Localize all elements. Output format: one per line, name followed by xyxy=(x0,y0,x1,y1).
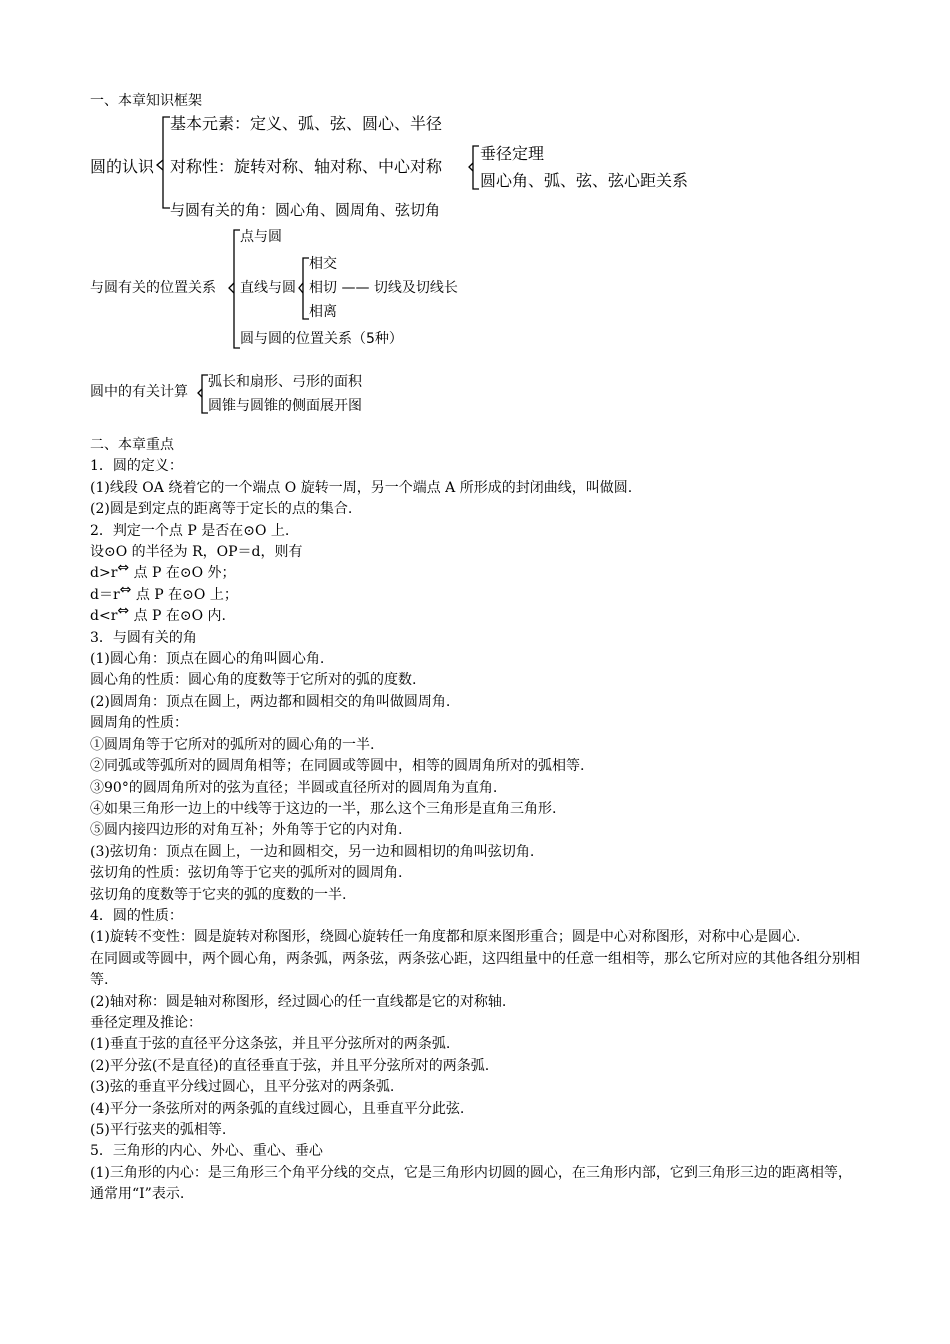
section-3-line: 弦切角的性质：弦切角等于它夹的弧所对的圆周角. xyxy=(90,865,403,882)
intersect-item: 相交 xyxy=(309,256,337,272)
section-3-line: ④如果三角形一边上的中线等于这边的一半，那么这个三角形是直角三角形. xyxy=(90,800,557,817)
condition-on xyxy=(90,581,865,606)
point-circle-item: 点与圆 xyxy=(240,229,282,245)
section-4-line: (2)平分弦(不是直径)的直径垂直于弦，并且平分弦所对的两条弧. xyxy=(90,1057,490,1074)
condition-on-expr: d＝r xyxy=(90,586,120,603)
section-3-title: 3．与圆有关的角 xyxy=(90,629,197,646)
cone-unfold-item: 圆锥与圆锥的侧面展开图 xyxy=(208,398,362,414)
condition-outside xyxy=(90,560,865,584)
section-4-title: 4．圆的性质： xyxy=(90,907,183,924)
arc-sector-area-item: 弧长和扇形、弓形的面积 xyxy=(208,374,362,390)
condition-on-text: 点 P 在⊙O 上； xyxy=(131,586,238,603)
section-3-line: ①圆周角等于它所对的弧所对的圆心角的一半. xyxy=(90,736,375,753)
equivalence-icon: ⇔ xyxy=(117,560,130,577)
tangent-item: 相切 —— 切线及切线长 xyxy=(309,280,458,296)
circle-circle-item: 圆与圆的位置关系（5种） xyxy=(240,331,403,347)
perpendicular-diameter-theorem: 垂径定理 xyxy=(480,144,545,163)
section-2-title: 2．判定一个点 P 是否在⊙O 上. xyxy=(90,522,290,539)
section-3-line: (2)圆周角：顶点在圆上，两边都和圆相交的角叫做圆周角. xyxy=(90,693,451,710)
section-4-line: (1)垂直于弦的直径平分这条弦，并且平分弦所对的两条弧. xyxy=(90,1036,451,1053)
section-4-line: (3)弦的垂直平分线过圆心，且平分弦对的两条弧. xyxy=(90,1079,395,1096)
symmetry-item: 对称性：旋转对称、轴对称、中心对称 xyxy=(170,157,443,176)
section-4-line: (4)平分一条弦所对的两条弧的直线过圆心，且垂直平分此弦. xyxy=(90,1100,465,1117)
separate-item: 相离 xyxy=(309,304,337,320)
section-3-line: (1)圆心角：顶点在圆心的角叫圆心角. xyxy=(90,651,325,668)
condition-inside-expr: d<r xyxy=(90,608,118,625)
section-4-paragraph-1: (1)旋转不变性：圆是旋转对称图形，绕圆心旋转任一角度都和原来图形重合；圆是中心对称图形，对称中心是圆心. xyxy=(90,929,801,946)
condition-outside-expr: d>r xyxy=(90,565,118,582)
section-4-paragraph-2: 在同圆或等圆中，两个圆心角，两条弧，两条弦，两条弦心距，这四组量中的任意一组相等，那么它所对应的其他各组分别相等. xyxy=(90,950,860,989)
section-1-line-b: (2)圆是到定点的距离等于定长的点的集合. xyxy=(90,501,353,518)
framework-heading: 一、本章知识框架 xyxy=(90,93,202,109)
section-3-line: ③90°的圆周角所对的弦为直径；半圆或直径所对的圆周角为直角. xyxy=(90,779,498,796)
section-3-line: 圆周角的性质： xyxy=(90,715,188,732)
line-circle-item: 直线与圆 xyxy=(240,280,296,296)
key-points-heading: 二、本章重点 xyxy=(90,437,174,453)
key-points-body xyxy=(90,435,865,1206)
condition-inside-text: 点 P 在⊙O 内. xyxy=(129,608,227,625)
section-3-line: 弦切角的度数等于它夹的弧的度数的一半. xyxy=(90,886,347,903)
section-1-title: 1．圆的定义： xyxy=(90,458,183,475)
section-5-paragraph-1: (1)三角形的内心：是三角形三个角平分线的交点，它是三角形内切圆的圆心，在三角形内部，它到三角形三边的距离相等，通常用“I”表示. xyxy=(90,1164,852,1203)
equivalence-icon: ⇔ xyxy=(117,603,130,620)
section-4-line: 垂径定理及推论： xyxy=(90,1014,202,1031)
central-angle-relations: 圆心角、弧、弦、弦心距关系 xyxy=(480,171,689,190)
section-4-line: (5)平行弦夹的弧相等. xyxy=(90,1122,227,1138)
section-3-line: (3)弦切角：顶点在圆上，一边和圆相交，另一边和圆相切的角叫弦切角. xyxy=(90,843,535,860)
section-3-line: ②同弧或等弧所对的圆周角相等；在同圆或等圆中，相等的圆周角所对的弧相等. xyxy=(90,758,585,775)
position-root: 与圆有关的位置关系 xyxy=(90,280,216,296)
section-1-line-a: (1)线段 OA 绕着它的一个端点 O 旋转一周，另一个端点 A 所形成的封闭曲线，叫做圆. xyxy=(90,479,633,496)
section-4-line: (2)轴对称：圆是轴对称图形，经过圆心的任一直线都是它的对称轴. xyxy=(90,993,507,1010)
calculation-root: 圆中的有关计算 xyxy=(90,384,188,400)
equivalence-icon: ⇔ xyxy=(119,581,132,598)
basic-elements-item: 基本元素：定义、弧、弦、圆心、半径 xyxy=(170,114,443,133)
circle-angles-item: 与圆有关的角：圆心角、圆周角、弦切角 xyxy=(170,201,441,219)
section-2-setup: 设⊙O 的半径为 R，OP＝d，则有 xyxy=(90,544,303,561)
framework-brackets xyxy=(0,0,950,440)
section-3-line: 圆心角的性质：圆心角的度数等于它所对的弧的度数. xyxy=(90,672,417,689)
condition-inside xyxy=(90,603,865,627)
circle-knowledge-root: 圆的认识 xyxy=(90,157,155,176)
condition-outside-text: 点 P 在⊙O 外； xyxy=(129,565,236,582)
section-3-line: ⑤圆内接四边形的对角互补；外角等于它的内对角. xyxy=(90,822,403,839)
section-5-title: 5．三角形的内心、外心、重心、垂心 xyxy=(90,1143,323,1160)
